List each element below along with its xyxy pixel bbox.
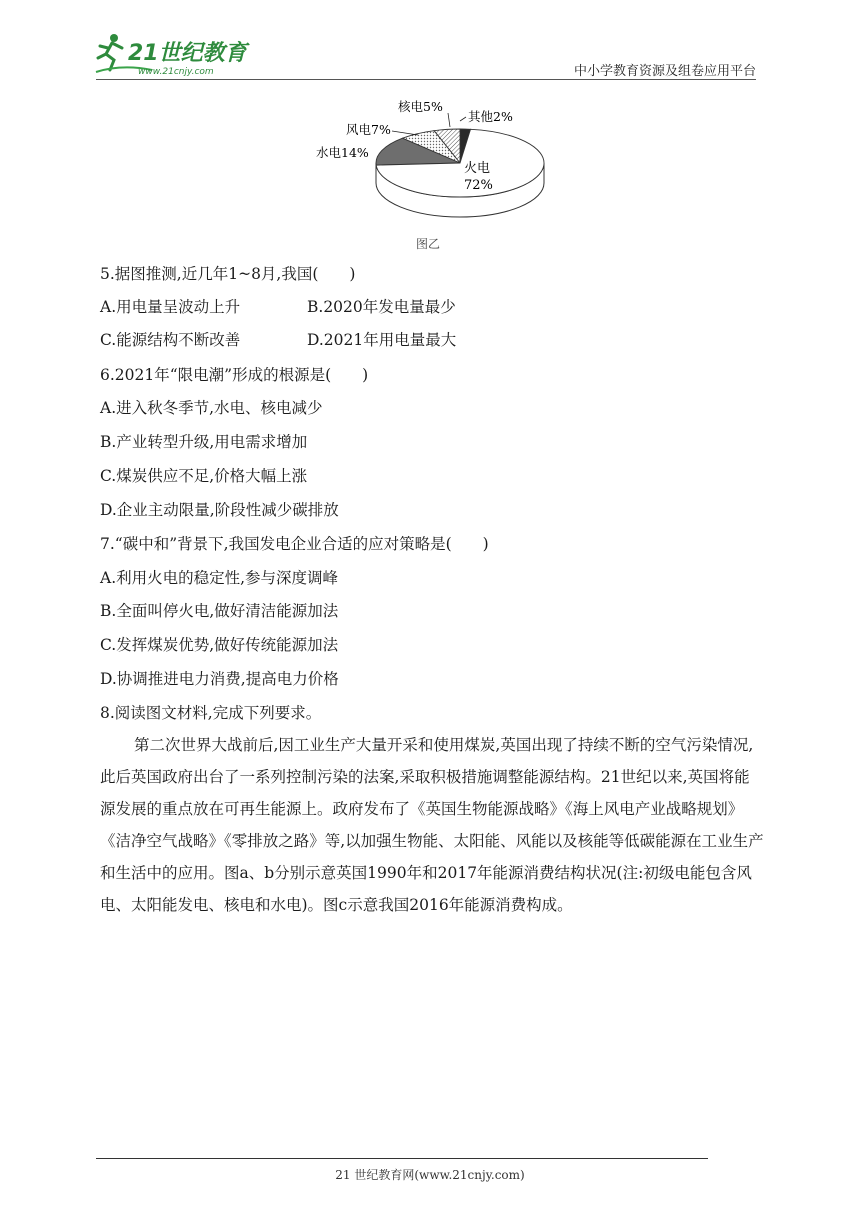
figure-caption: 图乙	[416, 237, 441, 251]
q7-stem: 7.“碳中和”背景下,我国发电企业合适的应对策略是( )	[100, 535, 489, 553]
header-divider	[96, 79, 756, 80]
q5-stem: 5.据图推测,近几年1~8月,我国( )	[100, 265, 356, 283]
leader-line-other	[460, 117, 466, 121]
pie-label-nuclear: 核电5%	[398, 99, 443, 114]
logo-url: www.21cnjy.com	[138, 67, 214, 77]
footer-divider	[96, 1158, 708, 1159]
q8-stem: 8.阅读图文材料,完成下列要求。	[100, 704, 322, 722]
pie-label-hydro: 水电14%	[316, 145, 369, 160]
q6-stem: 6.2021年“限电潮”形成的根源是( )	[100, 366, 369, 384]
pie-chart	[300, 95, 560, 255]
q7-option-a: A.利用火电的稳定性,参与深度调峰	[100, 569, 339, 587]
logo-runner-icon	[92, 30, 262, 80]
q8-passage: 第二次世界大战前后,因工业生产大量开采和使用煤炭,英国出现了持续不断的空气污染情况,此后英国政府出台了一系列控制污染的法案,采取积极措施调整能源结构。21世纪以来,英国将能源发展的重点放在可再生能源上。政府发布了《英国生物能源战略》《海上风电产业战略规划》《洁净空气战略》《零排放之路》等,以加强生物能、太阳能、风能以及核能等低碳能源在工业生产和生活中的应用。图a、b分别示意英国1990年和2017年能源消费结构状况(注:初级电能包含风电、太阳能发电、核电和水电)。图c示意我国2016年能源消费构成。	[100, 736, 764, 914]
pie-label-other: 其他2%	[468, 109, 513, 124]
q5-option-b: B.2020年发电量最少	[307, 298, 456, 316]
q5-option-a: A.用电量呈波动上升	[100, 298, 241, 316]
pie-label-wind: 风电7%	[346, 122, 391, 137]
logo	[92, 30, 262, 80]
footer-text: 21 世纪教育网(www.21cnjy.com)	[335, 1168, 525, 1182]
header-platform-text: 中小学教育资源及组卷应用平台	[573, 64, 756, 79]
q6-option-b: B.产业转型升级,用电需求增加	[100, 433, 308, 451]
q5-option-c: C.能源结构不断改善	[100, 331, 241, 349]
leader-line-wind	[392, 131, 418, 135]
leader-line-nuclear	[448, 113, 450, 127]
q6-option-a: A.进入秋冬季节,水电、核电减少	[100, 399, 323, 417]
pie-label-thermal-name: 火电	[464, 161, 491, 176]
logo-text: 21世纪教育	[128, 41, 247, 66]
q6-option-c: C.煤炭供应不足,价格大幅上涨	[100, 467, 308, 485]
q7-option-d: D.协调推进电力消费,提高电力价格	[100, 670, 339, 688]
q7-option-b: B.全面叫停火电,做好清洁能源加法	[100, 602, 339, 620]
pie-label-thermal-value: 72%	[464, 178, 493, 193]
q6-option-d: D.企业主动限量,阶段性减少碳排放	[100, 501, 339, 519]
q5-option-d: D.2021年用电量最大	[307, 331, 457, 349]
q7-option-c: C.发挥煤炭优势,做好传统能源加法	[100, 636, 339, 654]
